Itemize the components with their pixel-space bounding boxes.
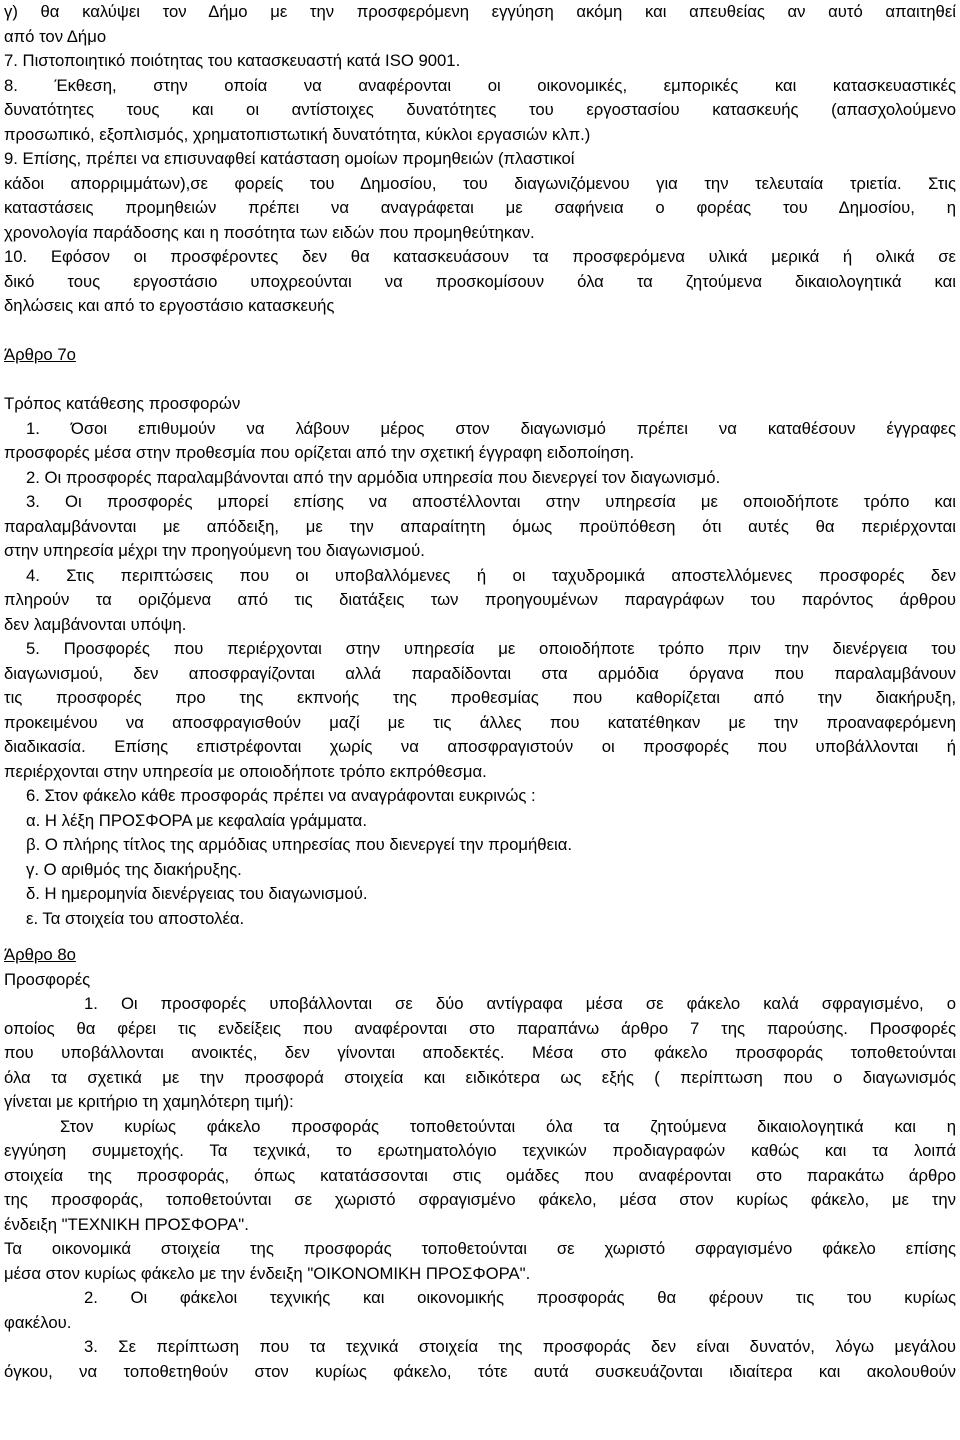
text-line: χρονολογία παράδοσης και η ποσότητα των ειδών που προμηθεύτηκαν. — [4, 222, 535, 242]
document-page — [4, 0, 956, 1384]
text-line: στην υπηρεσία μέχρι την προηγούμενη του διαγωνισμού. — [4, 541, 425, 560]
text-line: δ. Η ημερομηνία διενέργειας του διαγωνισμού. — [26, 884, 368, 903]
text-line: εγγύηση συμμετοχής. Τα τεχνικά, το ερωτηματολόγιο τεχνικών προδιαγραφών καθώς και τα λοιπά — [4, 1141, 956, 1160]
article-7-heading: Άρθρο 7ο — [4, 345, 76, 364]
text-line: στοιχεία της προσφοράς, όπως κατατάσσονται στις ομάδες που αναφέρονται στο παρακάτω άρθρο — [4, 1165, 956, 1185]
text-line: όγκου, να τοποθετηθούν στον κυρίως φάκελο, τότε αυτά συσκευάζονται ιδιαίτερα και ακολουθούν — [4, 1361, 956, 1381]
text-line: προσφορές μέσα στην προθεσμία που ορίζεται από την σχετική έγγραφη ειδοποίηση. — [4, 443, 635, 462]
text-line: 3. Οι προσφορές μπορεί επίσης να αποστέλλονται στην υπηρεσία με οποιοδήποτε τρόπο και — [26, 492, 956, 511]
text-line: 1. Όσοι επιθυμούν να λάβουν μέρος στον διαγωνισμό πρέπει να καταθέσουν έγγραφες — [26, 418, 956, 438]
text-line: κάδοι απορριμμάτων),σε φορείς του Δημοσίου, του διαγωνιζόμενου για την τελευταία τριετία. Στις — [4, 173, 956, 193]
text-line: παραλαμβάνονται με απόδειξη, με την απαραίτητη όμως προϋπόθεση ότι αυτές θα περιέρχονται — [4, 516, 956, 536]
text-line: πληρούν τα οριζόμενα από τις διατάξεις των προηγουμένων παραγράφων του παρόντος άρθρου — [4, 590, 956, 609]
text-line: 10. Εφόσον οι προσφέροντες δεν θα κατασκευάσουν τα προσφερόμενα υλικά μερικά ή ολικά σε — [4, 247, 956, 266]
text-line: 2. Οι φάκελοι τεχνικής και οικονομικής προσφοράς θα φέρουν τις του κυρίως — [84, 1288, 956, 1307]
text-line: 8. Έκθεση, στην οποία να αναφέρονται οι οικονομικές, εμπορικές και κατασκευαστικές — [4, 75, 956, 95]
text-line: 6. Στον φάκελο κάθε προσφοράς πρέπει να αναγράφονται ευκρινώς : — [26, 786, 536, 805]
text-line: δηλώσεις και από το εργοστάσιο κατασκευής — [4, 296, 335, 315]
text-line: φακέλου. — [4, 1312, 72, 1332]
text-line: δυνατότητες τους και οι αντίστοιχες δυνατότητες του εργοστασίου κατασκευής (απασχολούμενο — [4, 100, 956, 119]
article-7-subtitle: Τρόπος κατάθεσης προσφορών — [4, 394, 241, 413]
text-line: 9. Επίσης, πρέπει να επισυναφθεί κατάσταση ομοίων προμηθειών (πλαστικοί — [4, 149, 575, 168]
text-line: τις προσφορές προ της εκπνοής της προθεσμίας που καθορίζεται από την διακήρυξη, — [4, 688, 956, 707]
text-line: της προσφοράς, τοποθετούνται σε χωριστό σφραγισμένο φάκελο, μέσα στον κυρίως φάκελο, με την — [4, 1190, 956, 1209]
text-line: καταστάσεις προμηθειών πρέπει να αναγράφεται με σαφήνεια ο φορέας του Δημοσίου, η — [4, 198, 956, 217]
text-line: μέσα στον κυρίως φάκελο με την ένδειξη "ΟΙΚΟΝΟΜΙΚΗ ΠΡΟΣΦΟΡΑ". — [4, 1263, 531, 1283]
text-line: δεν λαμβάνονται υπόψη. — [4, 614, 187, 634]
text-line: Τα οικονομικά στοιχεία της προσφοράς τοποθετούνται σε χωριστό σφραγισμένο φάκελο επίσης — [4, 1239, 956, 1258]
text-line: διαδικασία. Επίσης επιστρέφονται χωρίς να αποσφραγιστούν οι προσφορές που υποβάλλονται ή — [4, 737, 956, 756]
text-line: γίνεται με κριτήριο τη χαμηλότερη τιμή): — [4, 1092, 294, 1111]
text-line: 7. Πιστοποιητικό ποιότητας του κατασκευαστή κατά ISO 9001. — [4, 51, 461, 70]
text-line: προκειμένου να αποσφραγισθούν μαζί με τις άλλες που κατατέθηκαν με την προαναφερόμενη — [4, 712, 956, 732]
text-line: περιέρχονται στην υπηρεσία με οποιοδήποτε τρόπο εκπρόθεσμα. — [4, 761, 487, 781]
article-8-heading: Άρθρο 8ο — [4, 945, 76, 964]
text-line: όλα τα σχετικά με την προσφορά στοιχεία και ειδικότερα ως εξής ( περίπτωση που ο διαγωνισμός — [4, 1067, 956, 1087]
text-line: που υποβάλλονται ανοικτές, δεν γίνονται αποδεκτές. Μέσα στο φάκελο προσφοράς τοποθετούνται — [4, 1043, 956, 1062]
text-line: οποίος θα φέρει τις ενδείξεις που αναφέρονται στο παραπάνω άρθρο 7 της παρούσης. Προσφορές — [4, 1018, 956, 1038]
text-line: 1. Οι προσφορές υποβάλλονται σε δύο αντίγραφα μέσα σε φάκελο καλά σφραγισμένο, ο — [84, 994, 956, 1013]
text-line: γ. Ο αριθμός της διακήρυξης. — [26, 859, 242, 879]
text-line: 2. Οι προσφορές παραλαμβάνονται από την αρμόδια υπηρεσία που διενεργεί τον διαγωνισμό. — [26, 467, 721, 487]
article-8-subtitle: Προσφορές — [4, 969, 91, 989]
text-line: β. Ο πλήρης τίτλος της αρμόδιας υπηρεσίας που διενεργεί την προμήθεια. — [26, 835, 573, 854]
text-line: 3. Σε περίπτωση που τα τεχνικά στοιχεία της προσφοράς δεν είναι δυνατόν, λόγω μεγάλου — [84, 1337, 956, 1356]
text-line: από τον Δήμο — [4, 26, 107, 46]
text-line: 4. Στις περιπτώσεις που οι υποβαλλόμενες ή οι ταχυδρομικά αποστελλόμενες προσφορές δεν — [26, 565, 956, 585]
text-line: διαγωνισμού, δεν αποσφραγίζονται αλλά παραδίδονται στα αρμόδια όργανα που παραλαμβάνουν — [4, 663, 956, 683]
text-line: ένδειξη "ΤΕΧΝΙΚΗ ΠΡΟΣΦΟΡΑ". — [4, 1214, 249, 1234]
text-line: προσωπικό, εξοπλισμός, χρηματοπιστωτική δυνατότητα, κύκλοι εργασιών κλπ.) — [4, 124, 591, 144]
text-line: δικό τους εργοστάσιο υποχρεούνται να προσκομίσουν όλα τα ζητούμενα δικαιολογητικά και — [4, 271, 956, 291]
text-line: α. Η λέξη ΠΡΟΣΦΟΡΑ με κεφαλαία γράμματα. — [26, 810, 367, 830]
text-line: γ) θα καλύψει τον Δήμο με την προσφερόμενη εγγύηση ακόμη και απευθείας αν αυτό απαιτηθεί — [4, 2, 956, 21]
text-line: Στον κυρίως φάκελο προσφοράς τοποθετούνται όλα τα ζητούμενα δικαιολογητικά και η — [60, 1116, 956, 1136]
text-line: ε. Τα στοιχεία του αποστολέα. — [26, 908, 245, 928]
text-line: 5. Προσφορές που περιέρχονται στην υπηρεσία με οποιοδήποτε τρόπο πριν την διενέργεια του — [26, 639, 956, 658]
